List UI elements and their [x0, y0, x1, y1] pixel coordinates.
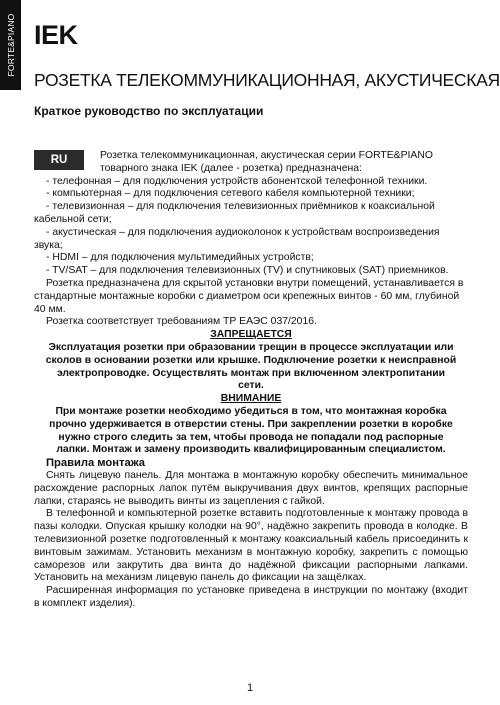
document-subtitle: Краткое руководство по эксплуатации	[34, 104, 264, 118]
standard-paragraph: Розетка соответствует требованиям ТР ЕАЭС 037/2016.	[46, 316, 317, 328]
list-item: - телевизионная – для подключения телевизионных приёмников к коаксиальной кабельной сети;	[34, 201, 435, 225]
mounting-paragraph: Расширенная информация по установке приведена в инструкции по монтажу (входит в комплект изделия).	[34, 585, 468, 609]
side-tab-label: FORTE&PIANO	[5, 13, 16, 77]
iek-logo: IEK	[34, 20, 78, 50]
mounting-paragraph: В телефонной и компьютерной розетке вставить подготовленные к монтажу провода в пазы колодки. Опуская крышку колодки на 90°, надёжно закрепить провода в колодке. В телевизионной розетке подготовленный к монтажу коаксиальный кабель присоединить к винтовым зажимам. Установить механизм в монтажную коробку, закрепить с помощью саморезов или закрутить два винта до надёжной фиксации распорными лапками. Установить на механизм лицевую панель до фиксации на защёлках.	[34, 508, 468, 584]
list-item: - акустическая – для подключения аудиоколонок к устройствам воспроизведения звука;	[34, 226, 440, 251]
brand-side-tab	[0, 0, 21, 90]
intro-paragraph: Розетка телекоммуникационная, акустическая серии FORTE&PIANO товарного знака IEK (далее - розетка) предназначена:	[100, 150, 433, 174]
page-number: 1	[246, 682, 254, 694]
attention-text: При монтаже розетки необходимо убедиться в том, что монтажная коробка прочно удерживается в отверстии стены. При закреплении розетки в коробке нужно строго следить за тем, чтобы провода не попадали под распорные лапки. Монтаж и замену производить квалифицированным специалистом.	[49, 405, 453, 456]
installation-paragraph: Розетка предназначена для скрытой установки внутри помещений, устанавливается в стандартные монтажные коробки с диаметром оси крепежных винтов - 60 мм, глубиной 40 мм.	[34, 277, 464, 315]
prohibited-text: Эксплуатация розетки при образовании трещин в процессе эксплуатации или сколов в основании розетки или крышке. Подключение розетки к неисправной электропроводке. Осуществлять монтаж при включенном электропитании сети.	[45, 341, 457, 392]
list-item: - компьютерная – для подключения сетевого кабеля компьютерной техники;	[46, 188, 415, 200]
document-body	[34, 150, 468, 611]
mounting-paragraph: Снять лицевую панель. Для монтажа в монтажную коробку обеспечить минимальное расхождение распорных лапок путём выкручивания двух винтов, крепящих распорные лапки, стараясь не выводить винты из зацепления с гайкой.	[34, 469, 468, 507]
attention-heading: ВНИМАНИЕ	[220, 393, 282, 405]
prohibited-heading: ЗАПРЕЩАЕТСЯ	[210, 329, 292, 341]
language-badge: RU	[34, 150, 84, 170]
mounting-heading: Правила монтажа	[46, 457, 145, 470]
list-item: - HDMI – для подключения мультимедийных устройств;	[46, 252, 314, 264]
document-title: РОЗЕТКА ТЕЛЕКОММУНИКАЦИОННАЯ, АКУСТИЧЕСКАЯ	[34, 70, 500, 90]
list-item: - телефонная – для подключения устройств абонентской телефонной техники.	[46, 175, 428, 187]
list-item: - TV/SAT – для подключения телевизионных (TV) и спутниковых (SAT) приемников.	[46, 265, 449, 277]
